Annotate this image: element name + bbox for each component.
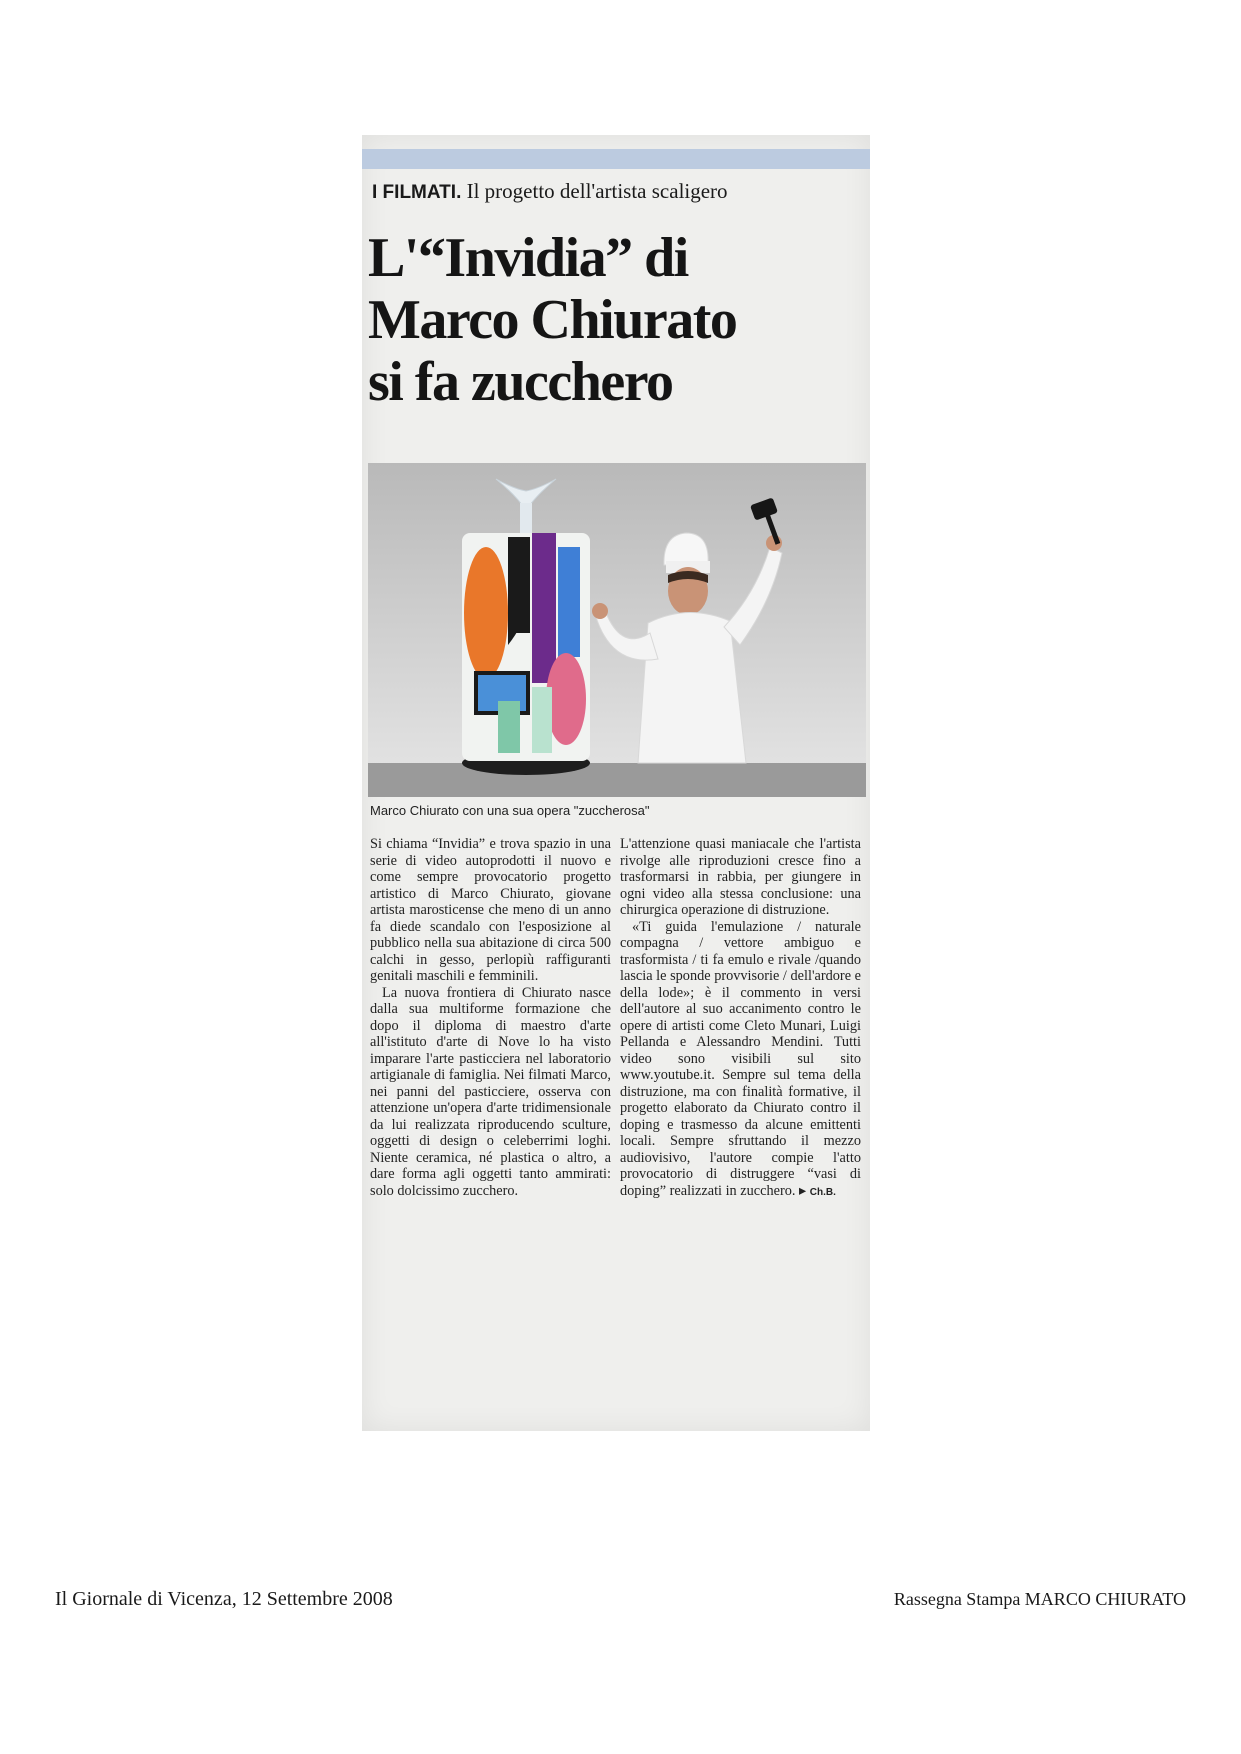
section-color-band [362, 149, 870, 169]
photo-background [368, 463, 866, 797]
headline-line-2: Marco Chiurato [368, 289, 737, 351]
table-surface [368, 763, 866, 797]
photo-illustration [368, 463, 866, 797]
article-column-left [370, 836, 611, 1199]
paragraph: Si chiama “Invidia” e trova spazio in una serie di video autoprodotti il nuovo e come sempre provocatorio progetto artistico di Marco Chiurato, giovane artista marosticense che meno di un anno fa diede scandalo con l'esposizione al pubblico nella sua abitazione di circa 500 calchi in gesso, perlopiù raffiguranti genitali maschili e femminili. [370, 836, 611, 984]
footer-collection: Rassegna Stampa MARCO CHIURATO [893, 1589, 1186, 1609]
kicker-text: Il progetto dell'artista scaligero [466, 179, 728, 203]
headline-line-3: si fa zucchero [368, 351, 673, 413]
article-photo [368, 463, 866, 797]
paragraph-text: «Ti guida l'emulazione / naturale compagna / vettore ambiguo e trasformista / ti fa emulo e rivale /quando lascia le sponde provvisorie / dell'ardore e della lode»; è il commento in versi dell'autore al suo accanimento contro le opere di artisti come Cleto Munari, Luigi Pellanda e Alessandro Mendini. Tutti video sono visibili sul sito www.youtube.it. Sempre sul tema della distruzione, ma con finalità formative, il progetto elaborato da Chiurato contro il doping e trasmesso da alcune emittenti locali. Sempre sfruttando il mezzo audiovisivo, l'autore compie l'atto provocatorio di distruggere “vasi di doping” realizzati in zucchero. [620, 918, 861, 1199]
kicker-tag: I FILMATI. [372, 182, 462, 203]
paragraph: La nuova frontiera di Chiurato nasce dalla sua multiforme formazione che dopo il diploma di maestro d'arte all'istituto d'arte di Nove lo ha visto imparare l'arte pasticciera nel laboratorio artigianale di famiglia. Nei filmati Marco, nei panni del pasticciere, osserva con attenzione un'opera d'arte tridimensionale da lui realizzata riproducendo sculture, oggetti di design o celeberrimi loghi. Niente ceramica, né plastica o altro, a dare forma agli oggetti tanto ammirati: solo dolcissimo zucchero. [370, 984, 611, 1199]
article-column-right [620, 836, 861, 1201]
headline-line-1: L'“Invidia” di [368, 227, 688, 289]
article-kicker [372, 179, 728, 204]
author-signature: Ch.B. [809, 1186, 836, 1198]
footer-source: Il Giornale di Vicenza, 12 Settembre 2008 [55, 1588, 393, 1610]
newspaper-clipping [362, 135, 870, 1431]
photo-caption: Marco Chiurato con una sua opera "zuccherosa" [370, 803, 650, 818]
article-headline [368, 227, 868, 413]
paragraph: L'attenzione quasi maniacale che l'artista rivolge alle riproduzioni cresce fino a trasformarsi in rabbia, per giungere in ogni video alla stessa conclusione: una chirurgica operazione di distruzione. [620, 836, 861, 918]
signature-marker: ▸ [799, 1182, 807, 1199]
paragraph-last [620, 919, 861, 1202]
